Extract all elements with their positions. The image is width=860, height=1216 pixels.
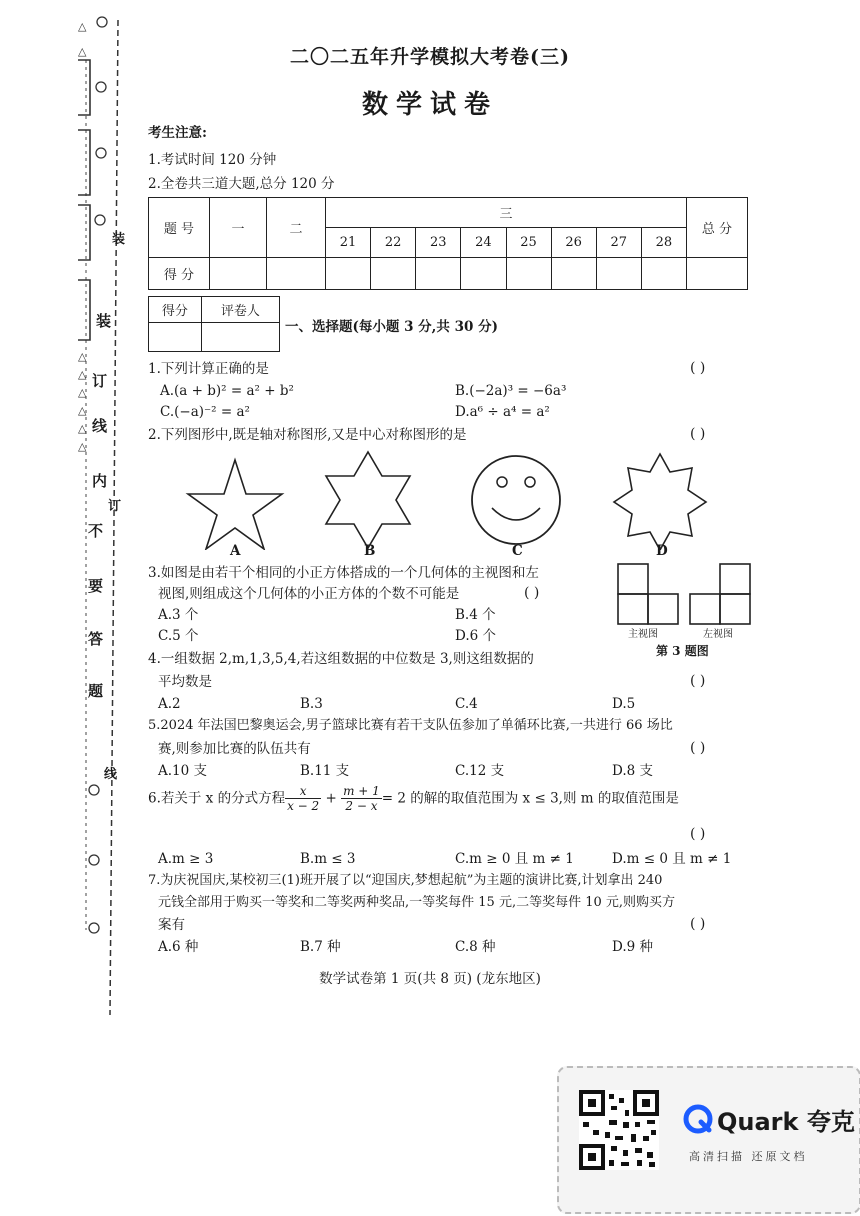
six-point-star-figure	[326, 452, 410, 548]
q3-answer-paren[interactable]: ( )	[524, 585, 540, 601]
margin-word-6: 要	[88, 577, 104, 595]
margin-word-8: 题	[88, 682, 104, 700]
q5-answer-paren[interactable]: ( )	[690, 740, 706, 756]
subject-title: 数学试卷	[361, 90, 498, 120]
margin-word-2: 订	[92, 372, 108, 390]
q4-option-c: C.4	[455, 696, 478, 712]
subnum-cell: 25	[506, 228, 551, 258]
front-view	[618, 564, 678, 624]
quark-brand: Quark 夸克	[717, 1108, 855, 1136]
seven-point-star-figure	[614, 454, 706, 550]
subnum-cell: 27	[596, 228, 641, 258]
svg-text:△: △	[78, 404, 87, 417]
score-cell[interactable]	[461, 258, 506, 290]
svg-text:△: △	[78, 422, 87, 435]
q6-option-d: D.m ≤ 0 且 m ≠ 1	[612, 851, 732, 867]
q7-line-3: 案有	[158, 917, 185, 933]
margin-word-4: 内	[92, 472, 108, 490]
subnum-cell: 23	[416, 228, 461, 258]
left-view	[690, 564, 750, 624]
subnum-cell: 22	[371, 228, 416, 258]
q3-option-c: C.5 个	[158, 628, 199, 644]
q3-figure-caption: 第 3 题图	[656, 644, 709, 658]
smiley-face-figure	[472, 456, 560, 544]
score-cell[interactable]	[326, 258, 371, 290]
q6-option-c: C.m ≥ 0 且 m ≠ 1	[455, 851, 574, 867]
svg-text:△: △	[78, 386, 87, 399]
qr-code-icon	[579, 1090, 659, 1170]
q2-label-a: A	[230, 543, 241, 559]
five-point-star-figure	[188, 460, 282, 549]
q3-line-1: 3.如图是由若干个相同的小正方体搭成的一个几何体的主视图和左	[148, 565, 539, 581]
score-cell[interactable]	[687, 258, 748, 290]
grader-name-cell[interactable]	[201, 323, 279, 352]
q6-fraction-2-numerator: m + 1	[343, 784, 380, 798]
row-label-score: 得 分	[149, 258, 210, 290]
score-cell[interactable]	[416, 258, 461, 290]
row-label-question: 题 号	[149, 198, 210, 258]
q5-line-1: 5.2024 年法国巴黎奥运会,男子篮球比赛有若干支队伍参加了单循环比赛,一共进行 66 场比	[148, 718, 673, 733]
quark-badge	[557, 1066, 860, 1214]
margin-word-3: 线	[92, 417, 108, 435]
q5-option-b: B.11 支	[300, 763, 350, 779]
line-mark-1: 装	[112, 232, 126, 247]
exam-title: 二〇二五年升学模拟大考卷(三)	[290, 46, 570, 68]
subnum-cell: 21	[326, 228, 371, 258]
q4-line-2: 平均数是	[158, 674, 212, 690]
q2-figures	[180, 450, 740, 550]
q6-fraction-1-denominator: x − 2	[287, 799, 320, 813]
q3-option-d: D.6 个	[455, 628, 497, 644]
q3-views-figure	[610, 560, 760, 630]
total-header: 总 分	[687, 198, 748, 258]
margin-word-5: 不	[88, 522, 104, 540]
q7-answer-paren[interactable]: ( )	[690, 916, 706, 932]
q6-answer-paren[interactable]: ( )	[690, 826, 706, 842]
part-2-header: 二	[267, 198, 326, 258]
grader-score-label: 得分	[149, 297, 202, 323]
svg-text:△: △	[78, 350, 87, 363]
q1-answer-paren[interactable]: ( )	[690, 360, 706, 376]
q4-answer-paren[interactable]: ( )	[690, 673, 706, 689]
q3-front-view-label: 主视图	[628, 629, 658, 640]
score-cell[interactable]	[641, 258, 686, 290]
grader-score-cell[interactable]	[149, 323, 202, 352]
q2-answer-paren[interactable]: ( )	[690, 426, 706, 442]
note-1: 1.考试时间 120 分钟	[148, 152, 277, 168]
subnum-cell: 24	[461, 228, 506, 258]
note-2: 2.全卷共三道大题,总分 120 分	[148, 176, 335, 192]
q6-plus: +	[325, 790, 337, 807]
q2-stem: 2.下列图形中,既是轴对称图形,又是中心对称图形的是	[148, 427, 467, 443]
line-mark-3: 线	[104, 767, 118, 782]
part-1-header: 一	[210, 198, 267, 258]
q7-line-1: 7.为庆祝国庆,某校初三(1)班开展了以“迎国庆,梦想起航”为主题的演讲比赛,计划拿出 240	[148, 873, 663, 888]
q6-post: = 2 的解的取值范围为 x ≤ 3,则 m 的取值范围是	[381, 790, 679, 807]
q7-option-b: B.7 种	[300, 939, 341, 955]
notes-heading: 考生注意:	[148, 125, 207, 141]
score-cell[interactable]	[596, 258, 641, 290]
grader-box	[148, 296, 280, 352]
q3-line-2: 视图,则组成这个几何体的小正方体的个数不可能是	[158, 586, 460, 602]
quark-logo-icon	[683, 1104, 713, 1134]
q6-option-a: A.m ≥ 3	[158, 851, 214, 867]
q3-option-b: B.4 个	[455, 607, 496, 623]
q5-line-2: 赛,则参加比赛的队伍共有	[158, 741, 311, 757]
quark-tagline: 高清扫描 还原文档	[689, 1150, 808, 1163]
subnum-cell: 28	[641, 228, 686, 258]
q2-label-d: D	[656, 543, 668, 559]
binding-margin	[0, 0, 130, 1020]
q5-option-a: A.10 支	[158, 763, 208, 779]
svg-text:△: △	[78, 440, 87, 453]
q1-option-c: C.(−a)⁻² = a²	[160, 404, 250, 420]
score-cell[interactable]	[371, 258, 416, 290]
q4-option-d: D.5	[612, 696, 636, 712]
q4-option-b: B.3	[300, 696, 323, 712]
q7-option-d: D.9 种	[612, 939, 654, 955]
q4-line-1: 4.一组数据 2,m,1,3,5,4,若这组数据的中位数是 3,则这组数据的	[148, 651, 534, 667]
q6-fraction-1-numerator: x	[285, 784, 321, 799]
score-cell[interactable]	[210, 258, 267, 290]
q7-line-2: 元钱全部用于购买一等奖和二等奖两种奖品,一等奖每件 15 元,二等奖每件 10 元,则购买方	[158, 895, 676, 910]
q7-option-c: C.8 种	[455, 939, 496, 955]
score-cell[interactable]	[267, 258, 326, 290]
score-cell[interactable]	[506, 258, 551, 290]
q4-option-a: A.2	[158, 696, 181, 712]
q7-option-a: A.6 种	[158, 939, 199, 955]
q3-option-a: A.3 个	[158, 607, 199, 623]
section-1-heading: 一、选择题(每小题 3 分,共 30 分)	[285, 319, 498, 335]
svg-text:△: △	[78, 45, 87, 58]
q1-option-d: D.a⁶ ÷ a⁴ = a²	[455, 404, 550, 420]
part-3-header: 三	[326, 198, 687, 228]
q1-stem: 1.下列计算正确的是	[148, 361, 269, 377]
q6-pre: 6.若关于 x 的分式方程	[148, 790, 286, 807]
q6-stem	[148, 784, 679, 813]
line-mark-2: 订	[108, 499, 122, 514]
q6-fraction-2	[341, 784, 382, 813]
page-footer: 数学试卷第 1 页(共 8 页) (龙东地区)	[319, 971, 541, 987]
q1-option-b: B.(−2a)³ = −6a³	[455, 383, 567, 399]
score-table	[148, 197, 748, 290]
q6-option-b: B.m ≤ 3	[300, 851, 356, 867]
svg-text:△: △	[78, 368, 87, 381]
subnum-cell: 26	[551, 228, 596, 258]
q3-left-view-label: 左视图	[703, 629, 733, 640]
q2-label-c: C	[512, 543, 523, 559]
svg-text:△: △	[78, 20, 87, 33]
q6-fraction-2-denominator: 2 − x	[345, 799, 378, 813]
margin-word-7: 答	[88, 630, 104, 648]
margin-word-1: 装	[96, 312, 112, 330]
q1-option-a: A.(a + b)² = a² + b²	[160, 383, 294, 399]
q5-option-d: D.8 支	[612, 763, 654, 779]
q2-label-b: B	[364, 543, 376, 559]
score-cell[interactable]	[551, 258, 596, 290]
q6-fraction-1	[285, 784, 321, 813]
grader-label: 评卷人	[201, 297, 279, 323]
q5-option-c: C.12 支	[455, 763, 505, 779]
